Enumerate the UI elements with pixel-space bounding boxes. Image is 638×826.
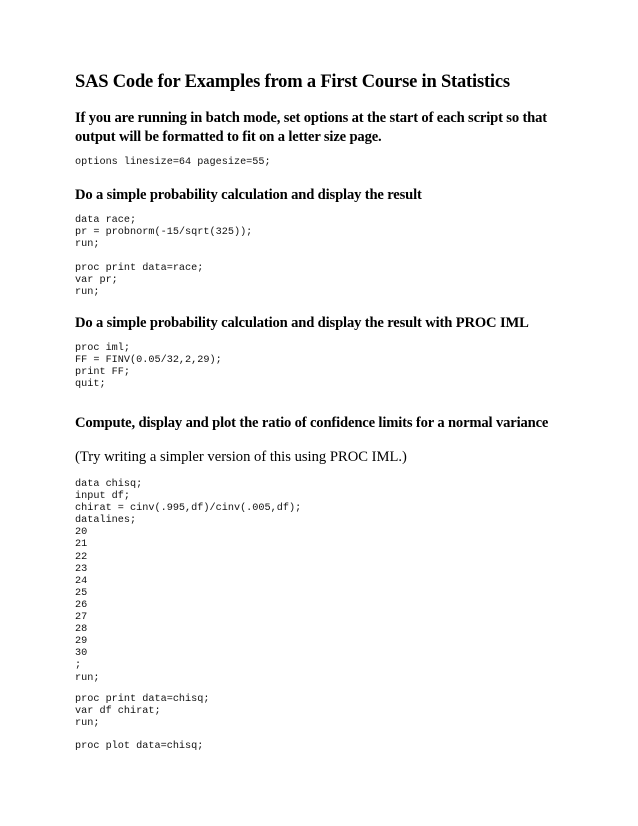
code-line: proc iml; xyxy=(75,343,131,354)
code-line: proc print data=race; xyxy=(75,263,204,274)
section-note: (Try writing a simpler version of this using PROC IML.) xyxy=(75,449,407,465)
code-line: chirat = cinv(.995,df)/cinv(.005,df); xyxy=(75,503,302,515)
code-block-print-race xyxy=(75,263,565,299)
code-line: run; xyxy=(75,239,100,251)
code-line: data chisq; xyxy=(75,479,143,490)
code-line: run; xyxy=(75,287,100,299)
code-line: 25 xyxy=(75,587,88,599)
section-heading-batch-options: If you are running in batch mode, set options at the start of each script so that output will be formatted to fit on a letter size page. xyxy=(75,110,548,145)
code-line: proc print data=chisq; xyxy=(75,694,210,705)
code-line: options linesize=64 pagesize=55; xyxy=(75,157,271,168)
code-block-print-chisq xyxy=(75,694,565,730)
code-line: run; xyxy=(75,718,100,730)
code-line: 24 xyxy=(75,575,88,587)
code-line: FF = FINV(0.05/32,2,29); xyxy=(75,355,222,367)
code-line: run; xyxy=(75,672,100,684)
code-line: var df chirat; xyxy=(75,706,161,718)
code-block-options xyxy=(75,157,565,169)
code-line: pr = probnorm(-15/sqrt(325)); xyxy=(75,227,253,239)
code-line: 29 xyxy=(75,636,88,648)
code-line: ; xyxy=(75,660,82,672)
section-heading-confidence-limits: Compute, display and plot the ratio of confidence limits for a normal variance xyxy=(75,415,549,431)
code-block-plot-chisq xyxy=(75,741,565,753)
code-line: data race; xyxy=(75,215,137,226)
code-block-race xyxy=(75,215,565,251)
code-line: var pr; xyxy=(75,275,118,287)
code-line: 21 xyxy=(75,539,88,551)
code-line: proc plot data=chisq; xyxy=(75,741,204,752)
code-line: quit; xyxy=(75,379,106,391)
code-line: 28 xyxy=(75,624,88,636)
code-line: 27 xyxy=(75,612,88,624)
code-line: 22 xyxy=(75,551,88,563)
code-line: 30 xyxy=(75,648,88,660)
code-line: 20 xyxy=(75,527,88,539)
code-block-chisq xyxy=(75,479,565,685)
code-block-iml xyxy=(75,343,565,391)
code-line: 23 xyxy=(75,563,88,575)
section-heading-probability: Do a simple probability calculation and display the result xyxy=(75,187,422,203)
code-line: print FF; xyxy=(75,367,131,379)
code-line: input df; xyxy=(75,491,131,503)
section-heading-proc-iml: Do a simple probability calculation and display the result with PROC IML xyxy=(75,315,529,331)
code-line: datalines; xyxy=(75,515,137,527)
code-line: 26 xyxy=(75,599,88,611)
document-title: SAS Code for Examples from a First Course in Statistics xyxy=(75,72,510,92)
